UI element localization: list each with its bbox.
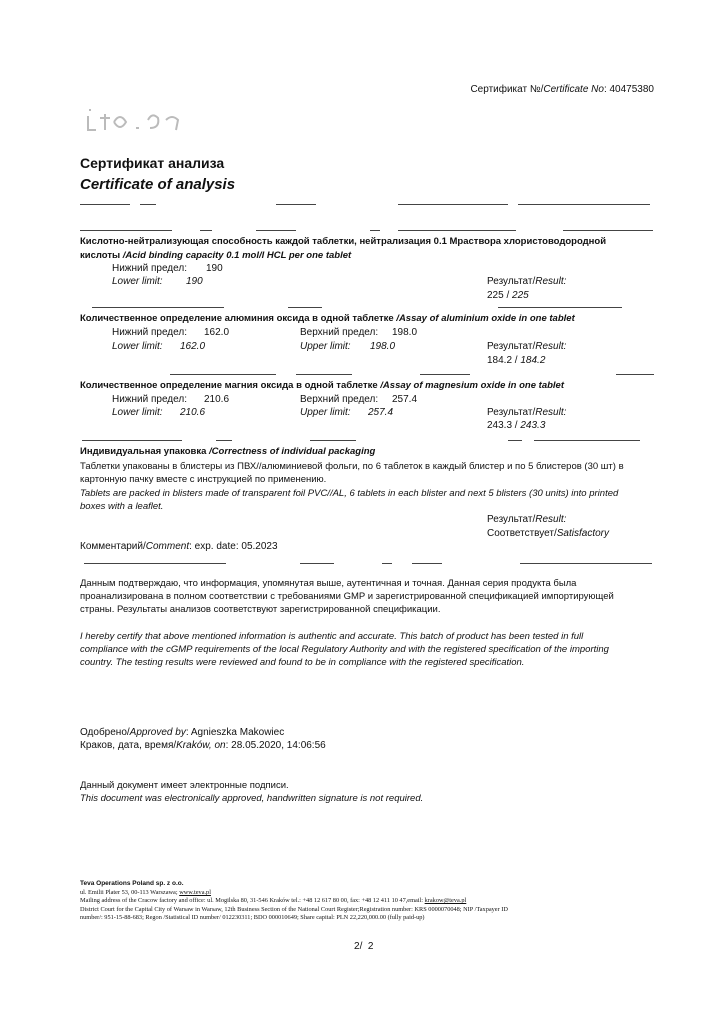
test-2-lower-value-en: 162.0 <box>180 341 206 352</box>
test-2-result-value: 184.2 / 184.2 <box>487 355 546 366</box>
test-1-lower-ru: Нижний предел: <box>112 263 187 274</box>
certify-ru-line3: страны. Результаты анализов соответствуют зарегистрированной спецификации. <box>80 604 441 615</box>
test-1-result-label-ru: Результат/ <box>487 276 536 287</box>
test-4-result-value <box>487 528 609 539</box>
test-1-result-value-en: 225 <box>512 290 529 301</box>
test-3-lower-value: 210.6 <box>204 394 230 405</box>
test-2-result-label-ru: Результат/ <box>487 341 536 352</box>
test-1-result-label-en: Result <box>535 276 564 287</box>
test-2-upper-value-en: 198.0 <box>370 341 396 352</box>
test-3-result-value: 243.3 / 243.3 <box>487 420 546 431</box>
test-3-lower-ru: Нижний предел: <box>112 394 187 405</box>
test-2-name <box>80 313 575 324</box>
test-1-result-value: 225 / 225 <box>487 290 529 301</box>
test-2-upper-value: 198.0 <box>392 327 418 338</box>
test-3-upper-en: Upper limit: <box>300 407 351 418</box>
cert-number-label-en: Certificate No <box>543 84 604 95</box>
certify-en-line1: I hereby certify that above mentioned information is authentic and accurate. This batch of product has been tested in full <box>80 631 584 642</box>
approved-by-label-ru: Одобрено/ <box>80 727 130 738</box>
test-3-upper-value-en: 257.4 <box>368 407 394 418</box>
test-2-result-label: Результат/Result: <box>487 341 567 352</box>
certify-en-line3: country. The testing results were reviewed and found to be in compliance with the registered specification. <box>80 657 525 668</box>
approval-datetime: : 28.05.2020, 14:06:56 <box>225 740 326 751</box>
test-4-desc-en-line2: boxes with a leaflet. <box>80 501 164 512</box>
test-1-result-value-ru: 225 <box>487 290 504 301</box>
footer-website-link[interactable]: www.teva.pl <box>179 889 211 896</box>
approver-name: : Agnieszka Makowiec <box>185 727 285 738</box>
test-1-name-line2 <box>80 250 351 261</box>
footer-line2 <box>80 897 466 904</box>
certify-ru-line2: проанализирована в полном соответствии с требованиями GMP и зарегистрированной спецификацией импортирующей <box>80 591 614 602</box>
title-ru: Сертификат анализа <box>80 155 225 171</box>
test-1-lower-value-en: 190 <box>186 276 203 287</box>
test-4-result-value-en: Satisfactory <box>556 528 610 539</box>
title-en: Certificate of analysis <box>80 176 236 193</box>
test-3-name-ru: Количественное определение магния оксида в одной таблетке <box>80 380 378 391</box>
certify-en-line2: compliance with the cGMP requirements of the local Regulatory Authority and with the registered specification of the importing <box>80 644 609 655</box>
footer-email-link[interactable]: krakow@teva.pl <box>424 897 467 904</box>
footer-line1 <box>80 889 211 896</box>
page-total: 2 <box>367 941 374 952</box>
footer-company: Teva Operations Poland sp. z o.o. <box>80 880 184 887</box>
approval-place-date <box>80 740 326 751</box>
page-number <box>354 941 373 952</box>
test-3-result-value-en: 243.3 <box>520 420 546 431</box>
teva-logo-icon <box>86 100 186 140</box>
test-2-result-label-en: Result <box>535 341 564 352</box>
test-3-result-label-en: Result <box>535 407 564 418</box>
comment <box>80 541 278 552</box>
footer-mailing-address: Mailing address of the Cracow factory and office: ul. Mogilska 80, 31-546 Kraków tel.: +48 12 617 80 00, fax: +48 12 411 10 47,email: <box>80 897 425 904</box>
test-3-name-en: /Assay of magnesium oxide in one tablet <box>377 380 564 391</box>
test-2-upper-ru: Верхний предел: <box>300 327 379 338</box>
footer-line3: District Court for the Capital City of Warsaw in Warsaw, 12th Business Section of the National Court Register;Registration number: KRS 0000070048; NIP /Taxpayer ID <box>80 906 508 913</box>
cert-number-label-ru: Сертификат №/ <box>470 84 544 95</box>
test-3-result-label-ru: Результат/ <box>487 407 536 418</box>
test-2-lower-value: 162.0 <box>204 327 230 338</box>
test-2-name-ru: Количественное определение алюминия оксида в одной таблетке <box>80 313 394 324</box>
comment-value: : exp. date: 05.2023 <box>189 541 278 552</box>
footer-line4: number/: 951-15-88-683; Regon /Statistical ID number/ 012230311; BDO 000010649; Share capital: PLN 22,220,000.00 (fully paid-up) <box>80 914 425 921</box>
footer-address: ul. Emilii Plater 53, 00-113 Warszawa; <box>80 889 180 896</box>
test-1-result-label: Результат/Result: <box>487 276 567 287</box>
test-4-result-label: Результат/Result: <box>487 514 567 525</box>
test-3-lower-value-en: 210.6 <box>180 407 206 418</box>
page-current: 2 <box>354 941 360 952</box>
test-4-desc-ru-line2: картонную пачку вместе с инструкцией по применению. <box>80 474 327 485</box>
approved-by <box>80 727 284 738</box>
test-1-lower-en: Lower limit: <box>112 276 163 287</box>
test-4-result-label-en: Result <box>535 514 564 525</box>
certificate-number <box>470 84 654 95</box>
test-3-upper-ru: Верхний предел: <box>300 394 379 405</box>
test-4-desc-ru-line1: Таблетки упакованы в блистеры из ПВХ//алюминиевой фольги, по 6 таблеток в каждый блистер и по 5 блистеров (30 шт) в <box>80 461 624 472</box>
test-3-lower-en: Lower limit: <box>112 407 163 418</box>
test-4-name-en: /Correctness of individual packaging <box>206 446 376 457</box>
e-signature-en: This document was electronically approved, handwritten signature is not required. <box>80 793 424 804</box>
test-3-result-value-ru: 243.3 <box>487 420 513 431</box>
test-3-upper-value: 257.4 <box>392 394 418 405</box>
test-1-name-ru-line1: Кислотно-нейтрализующая способность каждой таблетки, нейтрализация 0.1 Мраствора хлористоводородной <box>80 236 607 247</box>
test-2-result-value-en: 184.2 <box>520 355 546 366</box>
test-2-lower-en: Lower limit: <box>112 341 163 352</box>
test-4-name <box>80 446 375 457</box>
page-separator: / <box>359 941 363 952</box>
test-1-lower-value: 190 <box>206 263 223 274</box>
test-1-name-en: /Acid binding capacity 0.1 mol/l HCL per one tablet <box>120 250 352 261</box>
e-signature-ru: Данный документ имеет электронные подписи. <box>80 780 289 791</box>
comment-label-ru: Комментарий/ <box>80 541 146 552</box>
test-4-result-value-ru: Соответствует/ <box>487 528 557 539</box>
test-4-desc-en-line1: Tablets are packed in blisters made of transparent foil PVC//AL, 6 tablets in each blister and next 5 blisters (30 units) into printed <box>80 488 619 499</box>
approved-by-label-en: Approved by <box>129 727 186 738</box>
approval-place-en: Kraków, on <box>176 740 226 751</box>
test-2-name-en: /Assay of aluminium oxide in one tablet <box>393 313 575 324</box>
test-2-upper-en: Upper limit: <box>300 341 351 352</box>
test-3-result-label: Результат/Result: <box>487 407 567 418</box>
approval-place-ru: Краков, дата, время/ <box>80 740 177 751</box>
comment-label-en: Comment <box>145 541 190 552</box>
test-2-lower-ru: Нижний предел: <box>112 327 187 338</box>
certify-ru-line1: Данным подтверждаю, что информация, упомянутая выше, аутентичная и точная. Данная серия продукта была <box>80 578 577 589</box>
test-2-result-value-ru: 184.2 <box>487 355 513 366</box>
test-4-name-ru: Индивидуальная упаковка <box>80 446 207 457</box>
test-4-result-label-ru: Результат/ <box>487 514 536 525</box>
cert-number-value: : 40475380 <box>603 84 654 95</box>
test-1-name-ru-line2: кислоты <box>80 250 121 261</box>
test-3-name <box>80 380 564 391</box>
